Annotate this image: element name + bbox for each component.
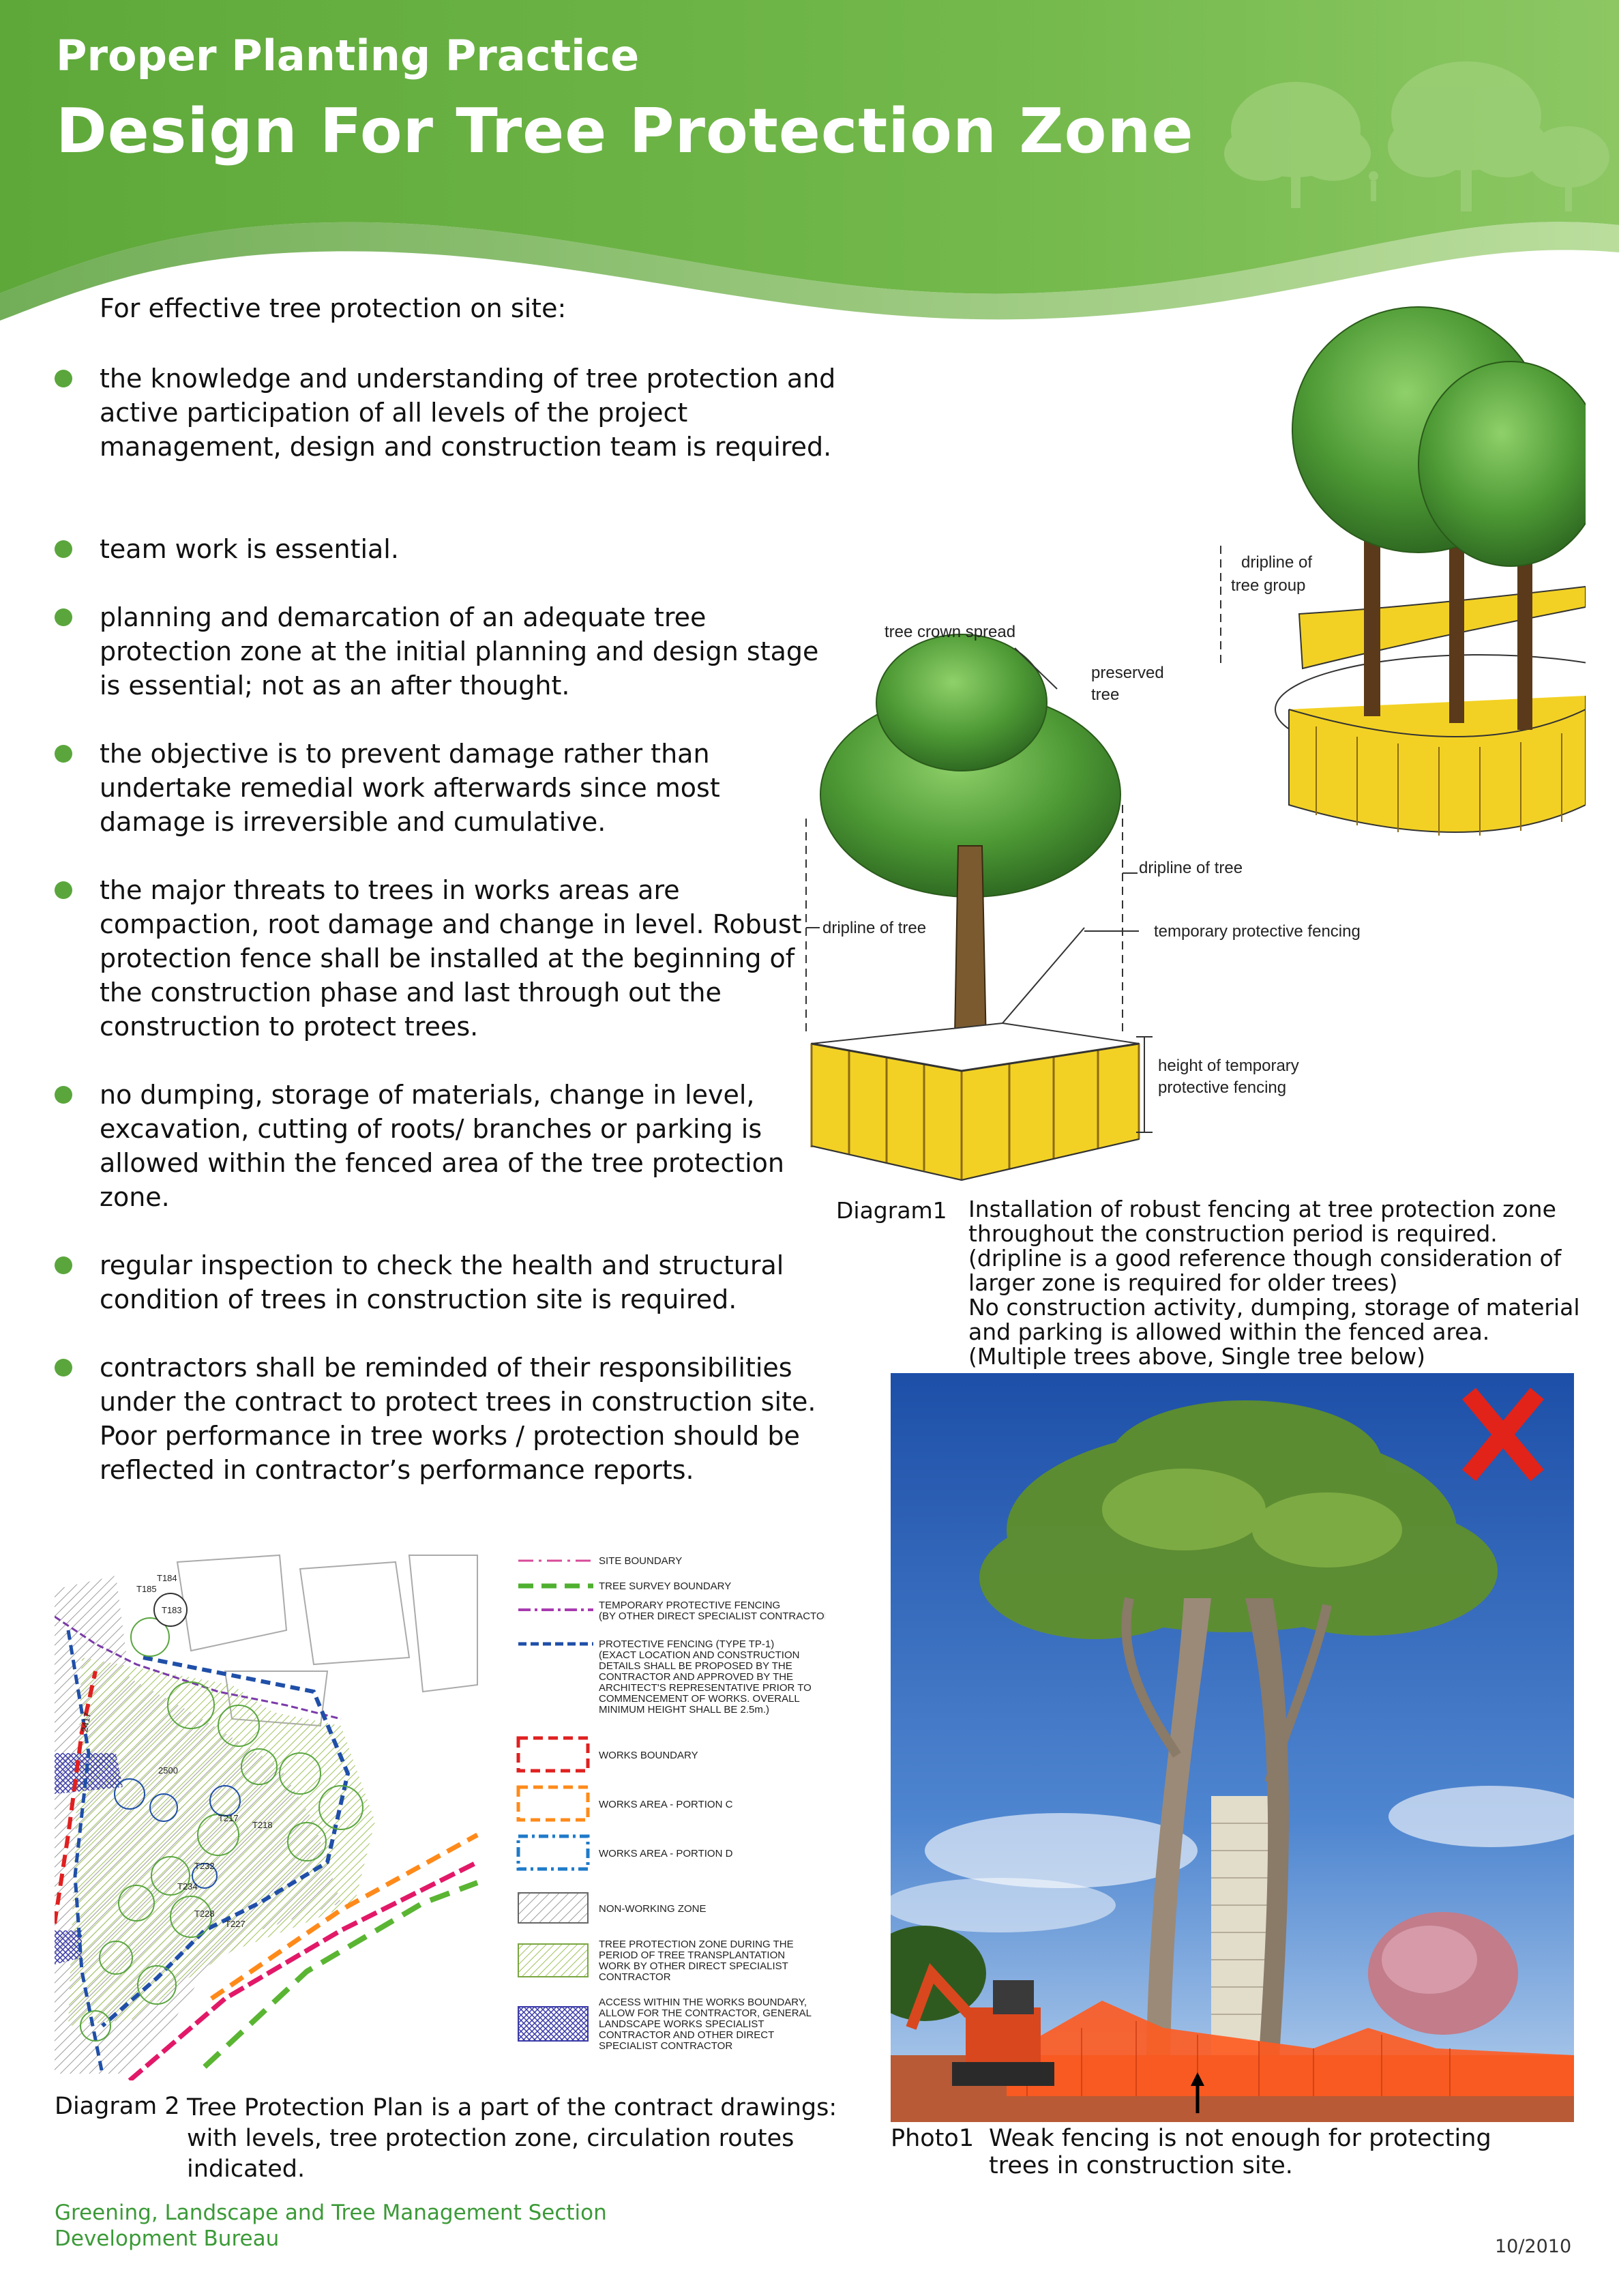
legend-label: CONTRACTOR: [599, 1971, 671, 1983]
legend-label: ACCESS WITHIN THE WORKS BOUNDARY,: [599, 1997, 807, 2008]
legend-label: ARCHITECT'S REPRESENTATIVE PRIOR TO: [599, 1682, 812, 1694]
label-fence-height-2: protective fencing: [1158, 1078, 1287, 1097]
bullet-dot-icon: [55, 1359, 72, 1377]
legend-label: DETAILS SHALL BE PROPOSED BY THE: [599, 1660, 792, 1672]
bullet-text: team work is essential.: [100, 534, 399, 564]
caption-line: No construction activity, dumping, storage of material: [968, 1294, 1580, 1321]
plan-label: T232: [194, 1861, 215, 1871]
footer-line: Development Bureau: [55, 2226, 280, 2251]
label-dripline-left: dripline of tree: [822, 919, 927, 937]
intro-text: For effective tree protection on site:: [100, 293, 567, 323]
bullet-dot-icon: [55, 370, 72, 387]
site-plan-drawing: [55, 1555, 477, 2080]
bullet-dot-icon: [55, 540, 72, 558]
legend-label: NON-WORKING ZONE: [599, 1903, 707, 1915]
legend-label: WORKS AREA - PORTION C: [599, 1799, 733, 1810]
legend-label: SITE BOUNDARY: [599, 1555, 683, 1567]
legend-label: CONTRACTOR AND APPROVED BY THE: [599, 1671, 794, 1683]
plan-label: 2500: [158, 1765, 178, 1776]
bullet-text: the major threats to trees in works areas are compaction, root damage and change in level. Robust protection fence shall be installed at the beginning of the construction phase and last through out the construction to protect trees.: [100, 875, 802, 1042]
legend-label: WORK BY OTHER DIRECT SPECIALIST: [599, 1960, 788, 1972]
bullet-dot-icon: [55, 1256, 72, 1274]
legend-label: PROTECTIVE FENCING (TYPE TP-1): [599, 1638, 775, 1650]
legend-label: WORKS BOUNDARY: [599, 1750, 698, 1761]
caption-line: indicated.: [187, 2155, 306, 2183]
legend-label: TEMPORARY PROTECTIVE FENCING: [599, 1600, 781, 1611]
caption-line: Tree Protection Plan is a part of the contract drawings:: [187, 2094, 837, 2121]
footer-line: Greening, Landscape and Tree Management Section: [55, 2201, 607, 2225]
plan-label: T234: [177, 1881, 198, 1892]
legend-label: ALLOW FOR THE CONTRACTOR, GENERAL: [599, 2007, 812, 2019]
legend-label: CONTRACTOR AND OTHER DIRECT: [599, 2029, 775, 2041]
photo-caption: [989, 2125, 1589, 2179]
bullet-text: the knowledge and understanding of tree protection and active participation of all levels of the project management, design and construction team is required.: [100, 364, 836, 462]
legend-label: MINIMUM HEIGHT SHALL BE 2.5m.): [599, 1704, 770, 1716]
bullet-text: regular inspection to check the health and structural condition of trees in construction site is required.: [100, 1250, 784, 1314]
legend-label: WORKS AREA - PORTION D: [599, 1848, 733, 1859]
diagram1-caption: [968, 1197, 1609, 1369]
photo1-weak-fencing: [891, 1373, 1574, 2122]
plan-label: T228: [194, 1909, 215, 1919]
caption-line: Installation of robust fencing at tree protection zone: [968, 1196, 1556, 1222]
caption-line: trees in construction site.: [989, 2152, 1293, 2179]
legend-label: TREE PROTECTION ZONE DURING THE: [599, 1939, 794, 1950]
header-subtitle: Proper Planting Practice: [56, 31, 640, 80]
bullet-dot-icon: [55, 881, 72, 899]
legend-label: (BY OTHER DIRECT SPECIALIST CONTRACTOR): [599, 1610, 825, 1622]
label-dripline-right: dripline of tree: [1139, 859, 1243, 877]
label-dripline-group: dripline of: [1241, 553, 1313, 572]
footer-organization: [55, 2200, 607, 2252]
legend-label: SPECIALIST CONTRACTOR: [599, 2040, 733, 2052]
label-temp-fencing: temporary protective fencing: [1154, 922, 1361, 941]
caption-line: and parking is allowed within the fenced area.: [968, 1319, 1490, 1345]
diagram2-tree-protection-plan: [55, 1548, 825, 2080]
tree-group-illustration: [1275, 307, 1586, 836]
plan-label: T184: [157, 1573, 177, 1583]
legend-label: PERIOD OF TREE TRANSPLANTATION: [599, 1949, 786, 1961]
caption-line: (Multiple trees above, Single tree below): [968, 1343, 1425, 1370]
bullet-text: planning and demarcation of an adequate tree protection zone at the initial planning and design stage is essential; not as an after thought.: [100, 602, 819, 701]
bullet-text: the objective is to prevent damage rather than undertake remedial work afterwards since most damage is irreversible and cumulative.: [100, 739, 720, 837]
bullet-dot-icon: [55, 1086, 72, 1104]
plan-label: T185: [136, 1584, 157, 1594]
legend-label: (EXACT LOCATION AND CONSTRUCTION: [599, 1649, 800, 1661]
page-title: Design For Tree Protection Zone: [56, 95, 1194, 167]
caption-line: with levels, tree protection zone, circulation routes: [187, 2125, 794, 2152]
plan-legend: [518, 1555, 825, 2052]
label-preserved-tree-2: tree: [1091, 686, 1120, 704]
bullet-text: no dumping, storage of materials, change in level, excavation, cutting of roots/ branches or parking is allowed within the fenced area of the tree protection zone.: [100, 1080, 785, 1212]
bullet-dot-icon: [55, 745, 72, 763]
plan-label: T183: [162, 1605, 182, 1615]
diagram2-caption-label: Diagram 2: [55, 2093, 180, 2120]
diagram1-caption-label: Diagram1: [836, 1197, 947, 1224]
diagram2-caption: [187, 2093, 842, 2185]
photo-caption-label: Photo1: [891, 2125, 975, 2152]
caption-line: throughout the construction period is required.: [968, 1220, 1498, 1247]
label-fence-height: height of temporary: [1158, 1057, 1299, 1075]
bullet-dot-icon: [55, 608, 72, 626]
legend-label: LANDSCAPE WORKS SPECIALIST: [599, 2018, 764, 2030]
label-preserved-tree: preserved: [1091, 664, 1164, 682]
bullet-text: contractors shall be reminded of their responsibilities under the contract to protect trees in construction site. Poor performance in tree works / protection should be reflected in contractor’s performance reports.: [100, 1353, 816, 1485]
diagram1-illustration: [798, 286, 1586, 1207]
footer-date: 10/2010: [1495, 2236, 1572, 2257]
caption-line: Weak fencing is not enough for protecting: [989, 2125, 1491, 2152]
legend-label: COMMENCEMENT OF WORKS. OVERALL: [599, 1693, 800, 1705]
label-dripline-group-2: tree group: [1231, 576, 1306, 595]
legend-label: TREE SURVEY BOUNDARY: [599, 1580, 732, 1592]
plan-label: T217: [218, 1813, 239, 1823]
plan-label: 2417: [79, 1711, 93, 1733]
caption-line: (dripline is a good reference though consideration of: [968, 1245, 1562, 1271]
single-tree-illustration: [812, 634, 1139, 1180]
plan-label: T218: [252, 1820, 273, 1830]
caption-line: larger zone is required for older trees): [968, 1269, 1398, 1296]
label-crown-spread: tree crown spread: [885, 623, 1016, 641]
plan-label: T227: [225, 1919, 246, 1929]
